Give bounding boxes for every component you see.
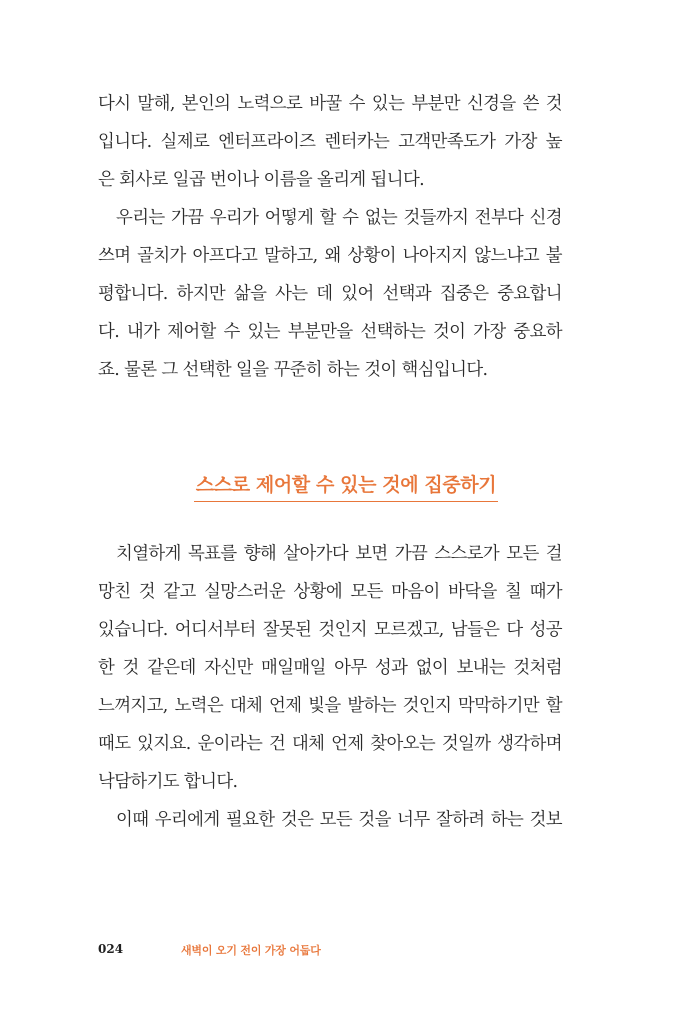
text-line: 이때 우리에게 필요한 것은 모든 것을 너무 잘하려 하는 것보 <box>116 810 562 830</box>
text-line: 망친 것 같고 실망스러운 상황에 모든 마음이 바닥을 칠 때가 <box>98 582 562 602</box>
paragraph-3 <box>98 546 562 812</box>
text-line: 다. 내가 제어할 수 있는 부분만을 선택하는 것이 가장 중요하 <box>98 322 562 342</box>
text-line: 한 것 같은데 자신만 매일매일 아무 성과 없이 보내는 것처럼 <box>98 658 562 678</box>
text-line: 은 회사로 일곱 번이나 이름을 올리게 됩니다. <box>98 170 425 190</box>
text-line: 죠. 물론 그 선택한 일을 꾸준히 하는 것이 핵심입니다. <box>98 360 488 380</box>
section-heading-text: 스스로 제어할 수 있는 것에 집중하기 <box>194 470 498 502</box>
text-line: 느껴지고, 노력은 대체 언제 빛을 발하는 것인지 막막하기만 할 <box>98 696 562 716</box>
text-line: 평합니다. 하지만 삶을 사는 데 있어 선택과 집중은 중요합니 <box>98 284 562 304</box>
paragraph-2 <box>98 210 562 400</box>
text-line: 치열하게 목표를 향해 살아가다 보면 가끔 스스로가 모든 걸 <box>116 544 562 564</box>
text-line: 쓰며 골치가 아프다고 말하고, 왜 상황이 나아지지 않느냐고 불 <box>98 246 562 266</box>
running-title: 새벽이 오기 전이 가장 어둡다 <box>181 944 321 957</box>
paragraph-1 <box>98 96 562 210</box>
text-line: 있습니다. 어디서부터 잘못된 것인지 모르겠고, 남들은 다 성공 <box>98 620 562 640</box>
text-line: 낙담하기도 합니다. <box>98 772 238 792</box>
text-line: 때도 있지요. 운이라는 건 대체 언제 찾아오는 것일까 생각하며 <box>98 734 562 754</box>
text-line: 우리는 가끔 우리가 어떻게 할 수 없는 것들까지 전부다 신경 <box>116 208 562 228</box>
page-number: 024 <box>98 942 124 956</box>
section-heading <box>0 468 692 502</box>
text-line: 다시 말해, 본인의 노력으로 바꿀 수 있는 부분만 신경을 쓴 것 <box>98 94 562 114</box>
paragraph-4 <box>98 812 562 850</box>
text-line: 입니다. 실제로 엔터프라이즈 렌터카는 고객만족도가 가장 높 <box>98 132 562 152</box>
